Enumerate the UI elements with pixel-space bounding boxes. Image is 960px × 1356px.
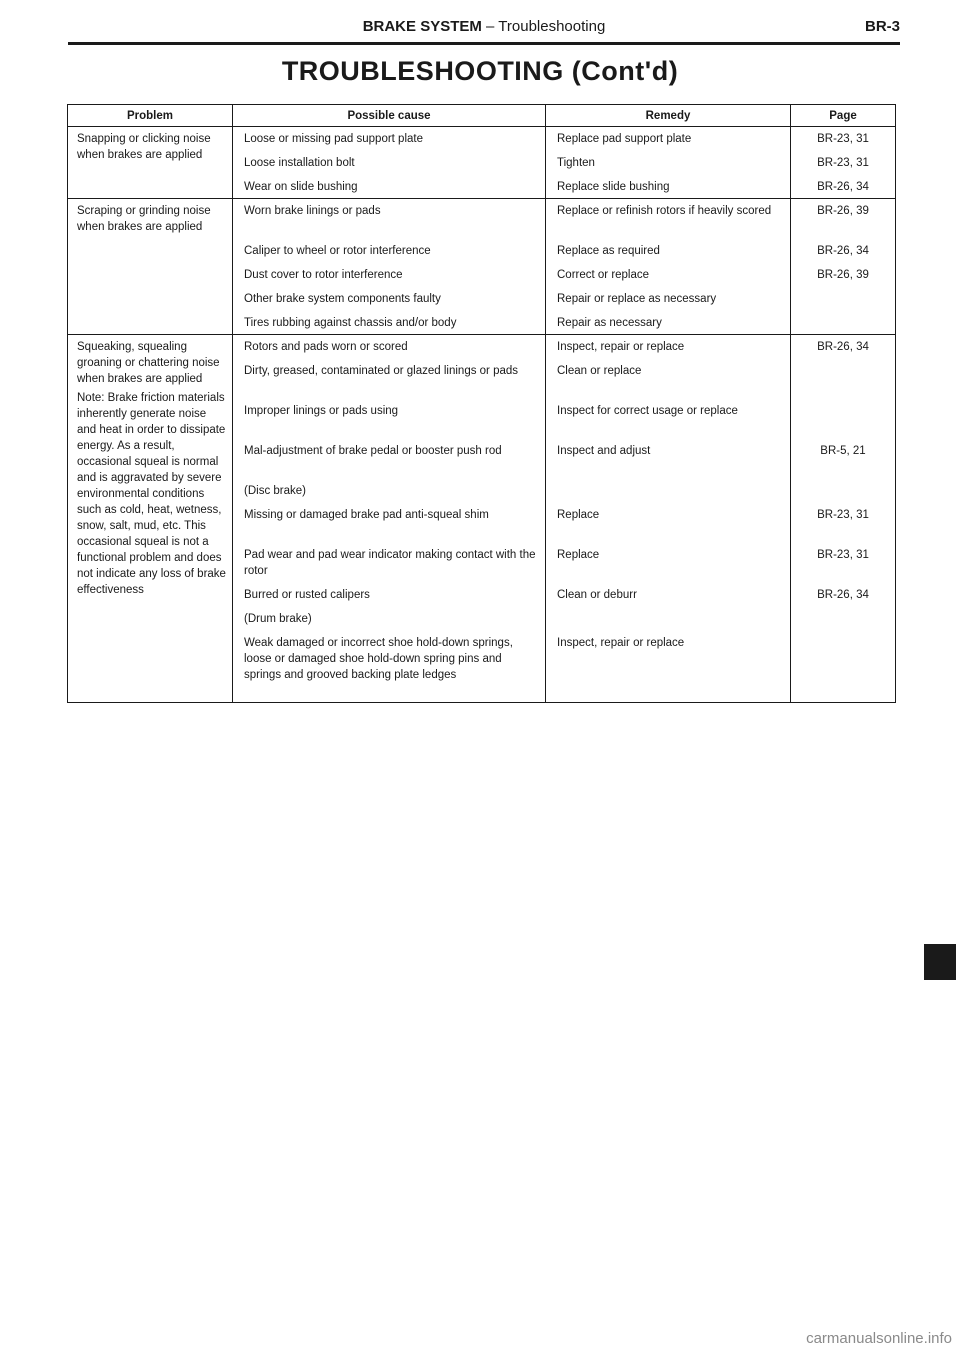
cause-cell — [233, 127, 546, 199]
cause-item: Wear on slide bushing — [244, 181, 358, 193]
remedy-item: Repair or replace as necessary — [557, 293, 717, 305]
remedy-item: Inspect for correct usage or replace — [557, 405, 738, 417]
cause-item: Loose or missing pad support plate — [244, 133, 423, 145]
remedy-item: Replace — [557, 509, 600, 521]
watermark: carmanualsonline.info — [806, 1330, 952, 1347]
page-ref: BR-26, 34 — [817, 341, 869, 353]
page-cell — [791, 335, 896, 703]
cause-item: Rotors and pads worn or scored — [244, 341, 408, 353]
remedy-item: Tighten — [557, 157, 595, 169]
cause-item: (Drum brake) — [244, 613, 312, 625]
cause-item: Loose installation bolt — [244, 157, 355, 169]
page-ref — [791, 403, 895, 435]
problem-text: Squeaking, squealing groaning or chattering noise when brakes are applied — [77, 341, 220, 385]
problem-cell — [68, 127, 233, 199]
page-ref — [791, 635, 895, 699]
table-header-row — [68, 105, 896, 127]
section-name: BRAKE SYSTEM — [362, 18, 482, 35]
cause-item: Weak damaged or incorrect shoe hold-down springs, loose or damaged shoe hold-down spring pins and springs and grooved backing plate ledges — [244, 637, 513, 681]
remedy-cell — [546, 335, 791, 703]
page-ref — [791, 315, 895, 331]
remedy-item: Replace pad support plate — [557, 133, 692, 145]
problem-cell — [68, 335, 233, 703]
cause-cell — [233, 335, 546, 703]
page-ref: BR-23, 31 — [817, 549, 869, 561]
cause-item: Dust cover to rotor interference — [244, 269, 403, 281]
page-ref — [791, 363, 895, 395]
page-cell — [791, 199, 896, 335]
page-ref — [791, 611, 895, 627]
problem-cell — [68, 199, 233, 335]
cause-item: Tires rubbing against chassis and/or body — [244, 317, 457, 329]
page-ref: BR-23, 31 — [817, 157, 869, 169]
page-ref: BR-26, 34 — [817, 181, 869, 193]
remedy-cell — [546, 199, 791, 335]
remedy-item: Clean or replace — [557, 365, 642, 377]
remedy-item — [546, 611, 790, 627]
remedy-item: Replace — [557, 549, 600, 561]
remedy-item: Replace slide bushing — [557, 181, 670, 193]
column-header-problem: Problem — [68, 105, 233, 127]
cause-item: (Disc brake) — [244, 485, 306, 497]
page-ref: BR-5, 21 — [820, 445, 866, 457]
section-tab-marker — [924, 944, 956, 980]
cause-item: Pad wear and pad wear indicator making contact with the rotor — [244, 549, 536, 577]
page-ref: BR-26, 34 — [817, 245, 869, 257]
section-heading — [68, 18, 900, 35]
remedy-item: Inspect and adjust — [557, 445, 651, 457]
cause-item: Mal-adjustment of brake pedal or booster push rod — [244, 445, 502, 457]
table-row — [68, 127, 896, 199]
cause-item: Dirty, greased, contaminated or glazed linings or pads — [244, 365, 519, 377]
page-title: TROUBLESHOOTING (Cont'd) — [281, 56, 679, 86]
remedy-item: Inspect, repair or replace — [557, 637, 685, 649]
cause-cell — [233, 199, 546, 335]
cause-item: Improper linings or pads using — [244, 405, 399, 417]
remedy-item: Inspect, repair or replace — [557, 341, 685, 353]
page-code: BR-3 — [864, 18, 900, 35]
table-row — [68, 335, 896, 703]
page-ref: BR-26, 39 — [817, 269, 869, 281]
problem-text: Scraping or grinding noise when brakes are applied — [77, 205, 211, 233]
problem-text: Snapping or clicking noise when brakes are applied — [77, 133, 211, 161]
remedy-item: Replace as required — [557, 245, 660, 257]
page-ref: BR-23, 31 — [817, 133, 869, 145]
remedy-item: Repair as necessary — [557, 317, 662, 329]
remedy-cell — [546, 127, 791, 199]
cause-item: Caliper to wheel or rotor interference — [244, 245, 431, 257]
cause-item: Other brake system components faulty — [244, 293, 441, 305]
problem-note: Note: Brake friction materials inherently generate noise and heat in order to dissipate energy. As a result, occasional squeal is normal and is aggravated by severe environmental conditions such as cold, heat, wetness, snow, salt, mud, etc. This occasional squeal is not a functional problem and does not indicate any loss of brake effectiveness — [77, 392, 226, 596]
page-header — [68, 14, 900, 45]
cause-item: Worn brake linings or pads — [244, 205, 381, 217]
page-ref — [791, 291, 895, 307]
troubleshooting-table — [67, 104, 896, 703]
cause-item: Missing or damaged brake pad anti-squeal shim — [244, 509, 489, 521]
page-ref — [791, 483, 895, 499]
remedy-item: Clean or deburr — [557, 589, 637, 601]
section-subtitle: – Troubleshooting — [481, 18, 606, 35]
column-header-cause: Possible cause — [233, 105, 546, 127]
cause-item: Burred or rusted calipers — [244, 589, 370, 601]
page-ref: BR-26, 34 — [817, 589, 869, 601]
remedy-item: Replace or refinish rotors if heavily scored — [557, 205, 772, 217]
column-header-page: Page — [791, 105, 896, 127]
page-ref: BR-26, 39 — [817, 205, 869, 217]
table-row — [68, 199, 896, 335]
remedy-item: Correct or replace — [557, 269, 650, 281]
column-header-remedy: Remedy — [546, 105, 791, 127]
page-cell — [791, 127, 896, 199]
remedy-item — [546, 483, 790, 499]
page-ref: BR-23, 31 — [817, 509, 869, 521]
